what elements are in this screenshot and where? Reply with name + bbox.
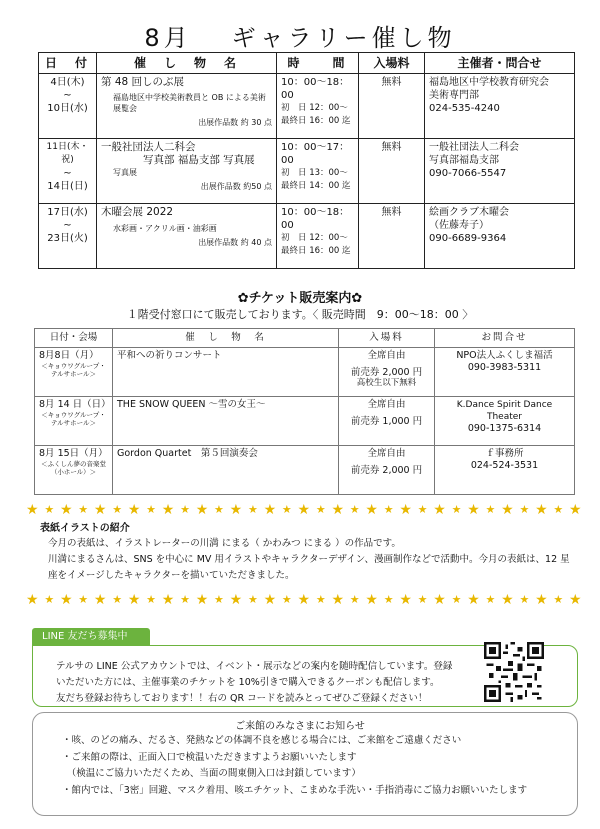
ticket-header-row bbox=[35, 329, 575, 348]
gallery-event bbox=[97, 74, 277, 139]
header-fee: 入場料 bbox=[359, 53, 425, 74]
star-divider-bottom bbox=[26, 593, 582, 607]
star-icon: ★ bbox=[365, 592, 378, 608]
ticket-fee bbox=[339, 397, 435, 446]
time-first: 初 日 12：00～ bbox=[281, 233, 348, 243]
time-first: 初 日 12：00～ bbox=[281, 103, 348, 113]
star-icon: ★ bbox=[535, 592, 548, 608]
star-icon: ★ bbox=[315, 593, 326, 606]
star-icon: ★ bbox=[519, 503, 530, 516]
time-range: 10：00～18：00 bbox=[281, 207, 350, 231]
line-text bbox=[56, 659, 476, 707]
ticket-row bbox=[35, 446, 575, 495]
ticket-fee bbox=[339, 348, 435, 397]
star-icon: ★ bbox=[161, 592, 175, 608]
ticket-row bbox=[35, 348, 575, 397]
qr-code[interactable] bbox=[484, 642, 544, 702]
star-icon: ★ bbox=[451, 503, 462, 516]
gallery-row bbox=[39, 204, 575, 269]
star-icon: ★ bbox=[467, 592, 480, 608]
header-event: 催 し 物 名 bbox=[97, 53, 277, 74]
ticket-venue: ＜キョウワグループ・テルサホール＞ bbox=[41, 411, 106, 427]
org-line2: （佐藤寿子） bbox=[429, 220, 489, 231]
star-icon: ★ bbox=[59, 502, 73, 518]
time-range: 10：00～18：00 bbox=[281, 77, 350, 101]
star-icon: ★ bbox=[331, 592, 344, 608]
page-title bbox=[0, 18, 600, 53]
star-icon: ★ bbox=[214, 503, 224, 516]
star-icon: ★ bbox=[535, 502, 548, 518]
star-icon: ★ bbox=[229, 592, 243, 608]
date-tilde: ~ bbox=[63, 220, 72, 231]
star-icon: ★ bbox=[297, 592, 311, 608]
notice-item: ・ご来館の際は、正面入口で検温いただきますようお願いいたします bbox=[62, 751, 357, 763]
line-tab: LINE 友だち募集中 bbox=[32, 628, 150, 646]
time-last: 最終日 16：00 迄 bbox=[281, 246, 351, 256]
date-start: 4日(木) bbox=[50, 77, 85, 88]
star-icon: ★ bbox=[112, 593, 123, 606]
fee-price: 前売券 2,000 円 bbox=[350, 367, 423, 378]
star-icon: ★ bbox=[229, 502, 243, 518]
notice-item: ・咳、のどの痛み、だるさ、発熱などの体調不良を感じる場合には、ご来館をご遠慮ください bbox=[62, 735, 462, 746]
star-icon: ★ bbox=[383, 593, 394, 606]
org-line1: 一般社団法人二科会 bbox=[429, 142, 519, 153]
ticket-contact bbox=[435, 348, 575, 397]
ticket-header-contact: お問合せ bbox=[435, 329, 575, 348]
star-icon: ★ bbox=[26, 592, 39, 608]
ticket-date-text: 8月 15日（月） bbox=[39, 448, 108, 459]
gallery-time bbox=[277, 139, 359, 204]
star-icon: ★ bbox=[315, 503, 326, 516]
star-icon: ★ bbox=[146, 503, 156, 516]
title-main: ギャラリー催し物 bbox=[231, 24, 456, 52]
star-icon: ★ bbox=[281, 503, 292, 516]
cover-section bbox=[40, 519, 570, 584]
gallery-event bbox=[97, 204, 277, 269]
fee-type: 全席自由 bbox=[367, 350, 406, 361]
star-icon: ★ bbox=[399, 592, 412, 608]
gallery-row bbox=[39, 139, 575, 204]
date-start: 17日(水) bbox=[47, 207, 88, 218]
ticket-venue: ＜ふくしん夢の音楽堂（小ホール）＞ bbox=[41, 460, 106, 476]
event-count: 出展作品数 約 40 点 bbox=[198, 238, 272, 247]
org-line1: 絵画クラブ木曜会 bbox=[429, 207, 509, 218]
date-end: 10日(水) bbox=[47, 103, 88, 114]
notice-list bbox=[62, 733, 572, 799]
star-icon: ★ bbox=[78, 593, 89, 606]
gallery-header-row bbox=[39, 53, 575, 74]
star-icon: ★ bbox=[297, 502, 311, 518]
ticket-venue: ＜キョウワグループ・テルサホール＞ bbox=[41, 362, 106, 378]
ticket-date bbox=[35, 348, 113, 397]
date-end: 14日(日) bbox=[47, 181, 88, 192]
contact-phone: 090-3983-5311 bbox=[467, 362, 542, 373]
ticket-date bbox=[35, 446, 113, 495]
star-icon: ★ bbox=[433, 502, 446, 518]
star-icon: ★ bbox=[349, 593, 360, 606]
event-sub: 写真展 bbox=[113, 168, 137, 177]
time-last: 最終日 14：00 迄 bbox=[281, 181, 351, 191]
star-icon: ★ bbox=[433, 592, 446, 608]
star-icon: ★ bbox=[44, 503, 55, 516]
star-icon: ★ bbox=[263, 592, 277, 608]
gallery-organizer bbox=[425, 204, 575, 269]
event-sub: 水彩画・アクリル画・油彩画 bbox=[113, 224, 217, 233]
cover-paragraph-1: 今月の表紙は、イラストレーターの川満 にまる（ かわみつ にまる ）の作品です。 bbox=[48, 538, 401, 549]
star-icon: ★ bbox=[93, 592, 107, 608]
ticket-date-text: 8月8日（月） bbox=[39, 350, 99, 361]
star-icon: ★ bbox=[519, 593, 530, 606]
header-time: 時 間 bbox=[277, 53, 359, 74]
gallery-date bbox=[39, 74, 97, 139]
line-text-3: 友だち登録お待ちしております！！右の QR コードを読みとってぜひご登録ください！ bbox=[56, 693, 428, 704]
gallery-fee: 無料 bbox=[359, 139, 425, 204]
ticket-fee bbox=[339, 446, 435, 495]
star-icon: ★ bbox=[553, 503, 564, 516]
org-line2: 写真部福島支部 bbox=[429, 155, 499, 166]
org-line1: 福島地区中学校教育研究会 bbox=[429, 77, 549, 88]
contact-name: ｆ事務所 bbox=[485, 448, 524, 459]
star-icon: ★ bbox=[195, 502, 209, 518]
ticket-event: Gordon Quartet 第５回演奏会 bbox=[113, 446, 339, 495]
ticket-subheading: １階受付窓口にて販売しております。〈 販売時間 9：00～18：00 〉 bbox=[126, 308, 474, 321]
star-icon: ★ bbox=[26, 502, 39, 518]
star-icon: ★ bbox=[44, 593, 55, 606]
ticket-heading: ✿チケット販売案内✿ bbox=[237, 291, 363, 306]
star-icon: ★ bbox=[146, 593, 156, 606]
gallery-organizer bbox=[425, 74, 575, 139]
star-icon: ★ bbox=[180, 503, 190, 516]
contact-name: K.Dance Spirit Dance Theater bbox=[456, 400, 553, 422]
star-icon: ★ bbox=[501, 502, 514, 518]
star-icon: ★ bbox=[569, 502, 582, 518]
ticket-event: 平和への祈りコンサート bbox=[113, 348, 339, 397]
star-icon: ★ bbox=[195, 592, 209, 608]
notice-item: ・館内では、「3密」回避、マスク着用、咳エチケット、こまめな手洗い・手指消毒にご協力お願いいたします bbox=[62, 784, 528, 796]
star-icon: ★ bbox=[485, 503, 496, 516]
gallery-fee: 無料 bbox=[359, 74, 425, 139]
ticket-header-event: 催 し 物 名 bbox=[113, 329, 339, 348]
star-icon: ★ bbox=[501, 592, 514, 608]
star-icon: ★ bbox=[281, 593, 292, 606]
event-sub: 福島地区中学校美術教員と OB による美術展覧会 bbox=[113, 93, 266, 113]
star-icon: ★ bbox=[161, 502, 175, 518]
date-start: 11日(木・祝) bbox=[46, 142, 89, 165]
header-organizer: 主催者・問合せ bbox=[425, 53, 575, 74]
ticket-table bbox=[34, 328, 575, 495]
star-icon: ★ bbox=[127, 502, 141, 518]
event-count: 出展作品数 約50 点 bbox=[200, 182, 272, 191]
star-icon: ★ bbox=[417, 593, 428, 606]
star-icon: ★ bbox=[365, 502, 378, 518]
star-icon: ★ bbox=[93, 502, 107, 518]
time-first: 初 日 13：00～ bbox=[281, 168, 348, 178]
gallery-row bbox=[39, 74, 575, 139]
ticket-row bbox=[35, 397, 575, 446]
star-icon: ★ bbox=[127, 592, 141, 608]
date-tilde: ~ bbox=[63, 168, 72, 179]
gallery-date bbox=[39, 204, 97, 269]
fee-type: 全席自由 bbox=[367, 448, 406, 459]
contact-phone: 090-1375-6314 bbox=[467, 423, 542, 434]
fee-price: 前売券 2,000 円 bbox=[350, 465, 423, 476]
star-icon: ★ bbox=[59, 592, 73, 608]
org-line3: 090-7066-5547 bbox=[429, 168, 507, 179]
line-text-1: テルサの LINE 公式アカウントでは、イベント・展示などの案内を随時配信しています。登録 bbox=[56, 661, 453, 672]
ticket-header-fee: 入場料 bbox=[339, 329, 435, 348]
star-icon: ★ bbox=[247, 593, 258, 606]
star-icon: ★ bbox=[417, 503, 428, 516]
notice-title: ご来館のみなさまにお知らせ bbox=[235, 721, 365, 732]
fee-note: 高校生以下無料 bbox=[356, 378, 417, 388]
star-icon: ★ bbox=[451, 593, 462, 606]
star-divider-top bbox=[26, 503, 582, 517]
star-icon: ★ bbox=[180, 593, 190, 606]
event-title: 一般社団法人二科会 bbox=[101, 141, 196, 153]
gallery-date bbox=[39, 139, 97, 204]
gallery-fee: 無料 bbox=[359, 204, 425, 269]
star-icon: ★ bbox=[112, 503, 123, 516]
date-end: 23日(火) bbox=[47, 233, 88, 244]
gallery-event bbox=[97, 139, 277, 204]
contact-phone: 024-524-3531 bbox=[470, 460, 539, 471]
event-title-2: 写真部 福島支部 写真展 bbox=[143, 154, 255, 166]
event-count: 出展作品数 約 30 点 bbox=[198, 118, 272, 127]
star-icon: ★ bbox=[467, 502, 480, 518]
ticket-contact bbox=[435, 397, 575, 446]
fee-type: 全席自由 bbox=[367, 399, 406, 410]
ticket-header-date: 日付・会場 bbox=[35, 329, 113, 348]
gallery-organizer bbox=[425, 139, 575, 204]
time-last: 最終日 16：00 迄 bbox=[281, 116, 351, 126]
time-range: 10：00～17：00 bbox=[281, 142, 350, 166]
gallery-time bbox=[277, 74, 359, 139]
star-icon: ★ bbox=[485, 593, 496, 606]
star-icon: ★ bbox=[78, 503, 89, 516]
notice-item: （検温にご協力いただくため、当面の間東側入口は封鎖しています） bbox=[62, 768, 361, 779]
star-icon: ★ bbox=[349, 503, 360, 516]
star-icon: ★ bbox=[399, 502, 412, 518]
ticket-date-text: 8月 14 日（日） bbox=[39, 399, 111, 410]
star-icon: ★ bbox=[383, 503, 394, 516]
ticket-contact bbox=[435, 446, 575, 495]
ticket-date bbox=[35, 397, 113, 446]
title-month: 8月 bbox=[144, 24, 192, 52]
fee-price: 前売券 1,000 円 bbox=[350, 416, 423, 427]
star-icon: ★ bbox=[331, 502, 344, 518]
line-text-2: いただいた方には、主催事業のチケットを 10%引きで購入できるクーポンも配信します。 bbox=[56, 677, 440, 688]
event-title: 第 48 回しのぶ展 bbox=[101, 76, 185, 88]
org-line2: 美術専門部 bbox=[429, 90, 479, 101]
org-line3: 024-535-4240 bbox=[429, 103, 500, 114]
org-line3: 090-6689-9364 bbox=[429, 233, 507, 244]
star-icon: ★ bbox=[263, 502, 277, 518]
cover-paragraph-2: 川満にまるさんは、SNS を中心に MV 用イラストやキャラクターデザイン、漫画制作などで活動中。今月の表紙は、12 星座をイメージしたキャラクターを描いていただきました。 bbox=[48, 554, 570, 581]
star-icon: ★ bbox=[214, 593, 224, 606]
header-date: 日 付 bbox=[39, 53, 97, 74]
cover-heading: 表紙イラストの紹介 bbox=[40, 523, 130, 534]
gallery-table bbox=[38, 52, 575, 269]
star-icon: ★ bbox=[247, 503, 258, 516]
date-tilde: ~ bbox=[63, 90, 72, 101]
ticket-event: THE SNOW QUEEN ～雪の女王～ bbox=[113, 397, 339, 446]
event-title: 木曜会展 2022 bbox=[101, 206, 174, 218]
star-icon: ★ bbox=[569, 592, 582, 608]
star-icon: ★ bbox=[553, 593, 564, 606]
contact-name: NPO法人ふくしま福活 bbox=[456, 350, 553, 361]
gallery-time bbox=[277, 204, 359, 269]
